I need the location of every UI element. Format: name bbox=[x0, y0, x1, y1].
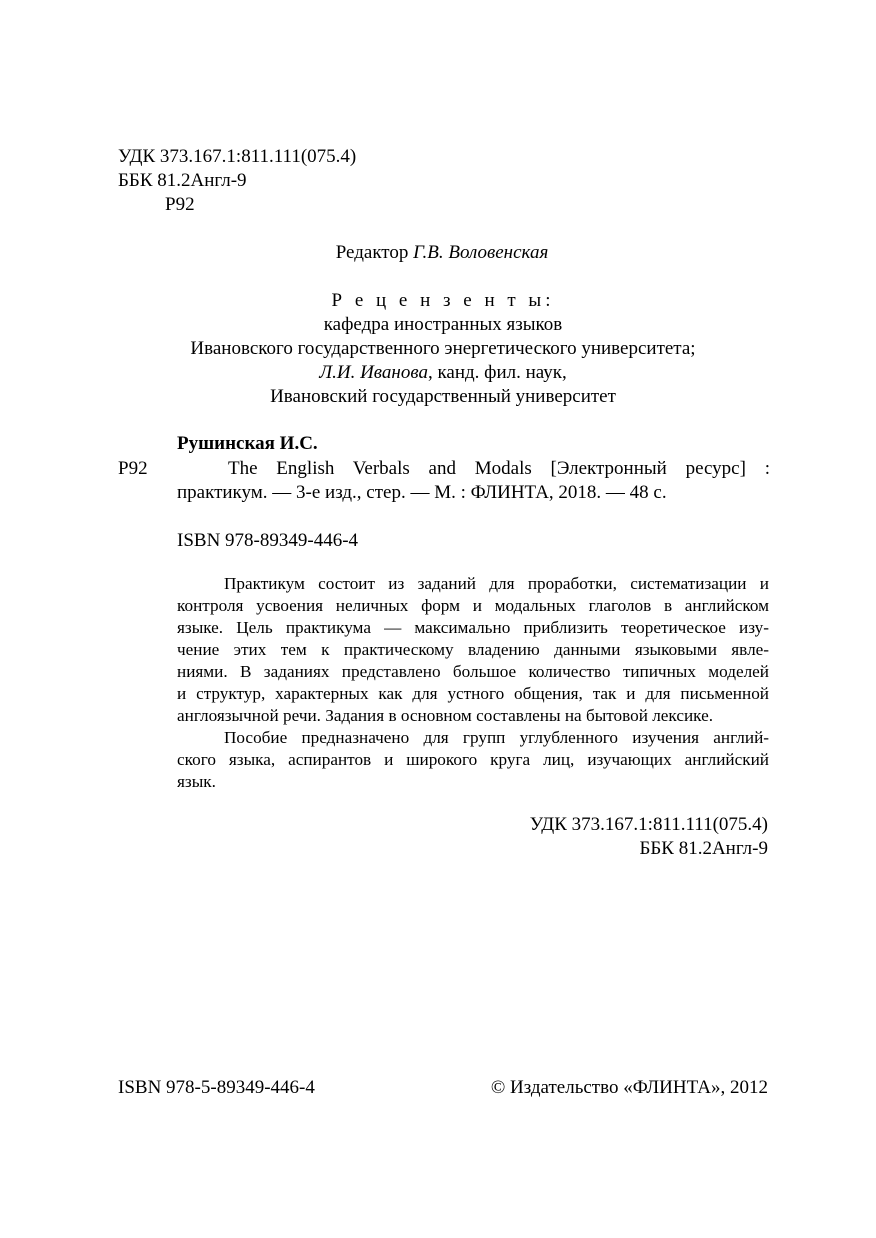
annotation-line: англоязычной речи. Задания в основном составлены на бытовой лексике. bbox=[177, 706, 714, 725]
annotation-line: язык. bbox=[177, 772, 216, 791]
annotation bbox=[177, 573, 769, 793]
catalog-title-line-2: практикум. — 3-е изд., стер. — М. : ФЛИНТА, 2018. — 48 с. bbox=[177, 482, 667, 503]
editor-name: Г.В. Воловенская bbox=[413, 242, 549, 263]
annotation-line: ниями. В заданиях представлено большое количество типичных моделей bbox=[177, 662, 769, 681]
catalog-isbn: ISBN 978-89349-446-4 bbox=[177, 530, 359, 551]
bbk-code: ББК 81.2Англ-9 bbox=[118, 170, 247, 191]
reviewer-credentials: , канд. фил. наук, bbox=[427, 362, 567, 383]
annotation-line: Пособие предназначено для групп углубленного изучения англий- bbox=[224, 728, 769, 747]
footer-udk-code: УДК 373.167.1:811.111(075.4) bbox=[529, 814, 768, 835]
catalog-author: Рушинская И.С. bbox=[177, 433, 318, 454]
reviewer-line-4: Ивановский государственный университет bbox=[270, 386, 616, 407]
reviewers-block bbox=[0, 289, 876, 409]
reviewers-title: Р е ц е н з е н т ы: bbox=[331, 290, 555, 311]
editor-label: Редактор bbox=[335, 242, 409, 263]
author-mark: Р92 bbox=[165, 194, 195, 215]
reviewer-line-2: Ивановского государственного энергетического университета; bbox=[190, 338, 696, 359]
copyright: © Издательство «ФЛИНТА», 2012 bbox=[490, 1077, 768, 1098]
annotation-line: чение этих тем к практическому владению данными языковыми явле- bbox=[177, 640, 769, 659]
annotation-line: контроля усвоения неличных форм и модальных глаголов в английском bbox=[177, 596, 769, 615]
annotation-line: ского языка, аспирантов и широкого круга лиц, изучающих английский bbox=[177, 750, 769, 769]
editor-line bbox=[0, 241, 876, 265]
annotation-line: языке. Цель практикума — максимально приблизить теоретическое изу- bbox=[177, 618, 769, 637]
catalog-title-line-1: The English Verbals and Modals [Электронный ресурс] : bbox=[228, 458, 770, 479]
reviewer-line-3 bbox=[0, 361, 876, 385]
footer-bbk-code: ББК 81.2Англ-9 bbox=[639, 838, 768, 859]
annotation-line: и структур, характерных как для устного общения, так и для письменной bbox=[177, 684, 769, 703]
reviewer-line-1: кафедра иностранных языков bbox=[323, 314, 563, 335]
udk-code: УДК 373.167.1:811.111(075.4) bbox=[118, 146, 357, 167]
annotation-line: Практикум состоит из заданий для проработки, систематизации и bbox=[224, 574, 769, 593]
reviewer-name: Л.И. Иванова bbox=[319, 362, 428, 383]
bottom-isbn: ISBN 978-5-89349-446-4 bbox=[118, 1077, 315, 1098]
catalog-code: Р92 bbox=[118, 458, 148, 479]
